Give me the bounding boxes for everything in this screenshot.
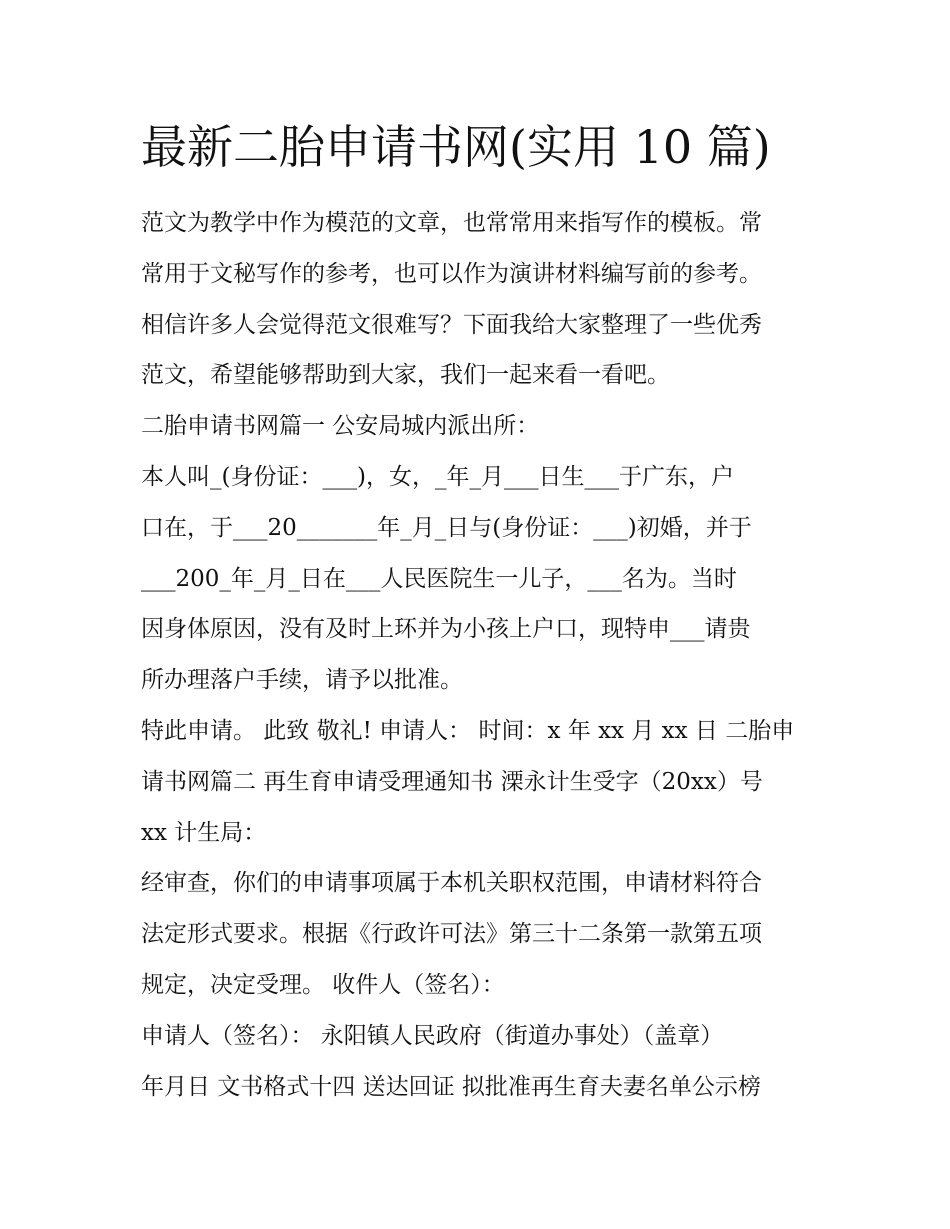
- body-line: xx 计生局：: [141, 819, 267, 846]
- body-line: ___200_年_月_日在___人民医院生一儿子，___名为。当时: [141, 565, 737, 592]
- document-title: 最新二胎申请书网(实用 10 篇): [141, 120, 771, 174]
- body-line: 年月日 文书格式十四 送达回证 拟批准再生育夫妻名单公示榜: [141, 1073, 761, 1100]
- body-line: 请书网篇二 再生育申请受理通知书 溧永计生受字（20xx）号: [141, 768, 763, 795]
- section-heading-line: 二胎申请书网篇一 公安局城内派出所：: [141, 413, 540, 440]
- body-line: 法定形式要求。根据《行政许可法》第三十二条第一款第五项: [141, 921, 762, 948]
- body-line: 申请人（签名）： 永阳镇人民政府（街道办事处）（盖章）: [141, 1022, 724, 1049]
- body-line: 范文，希望能够帮助到大家，我们一起来看一看吧。: [141, 362, 670, 389]
- body-line: 口在，于___20_______年_月_日与(身份证：___)初婚，并于: [141, 514, 752, 541]
- body-line: 特此申请。 此致 敬礼! 申请人： 时间：x 年 xx 月 xx 日 二胎申: [141, 717, 795, 744]
- body-line: 因身体原因，没有及时上环并为小孩上户口，现特申___请贵: [141, 616, 751, 643]
- body-line: 所办理落户手续，请予以批准。: [141, 667, 463, 694]
- document-body: [141, 198, 821, 1112]
- body-line: 相信许多人会觉得范文很难写？下面我给大家整理了一些优秀: [141, 311, 762, 338]
- body-line: 常用于文秘写作的参考，也可以作为演讲材料编写前的参考。: [141, 260, 762, 287]
- body-line: 范文为教学中作为模范的文章，也常常用来指写作的模板。常: [141, 210, 762, 236]
- body-line: 本人叫_(身份证：___)，女，_年_月___日生___于广东，户: [141, 463, 734, 490]
- body-line: 经审查，你们的申请事项属于本机关职权范围，申请材料符合: [141, 870, 762, 897]
- body-line: 规定，决定受理。 收件人（签名）：: [141, 971, 505, 998]
